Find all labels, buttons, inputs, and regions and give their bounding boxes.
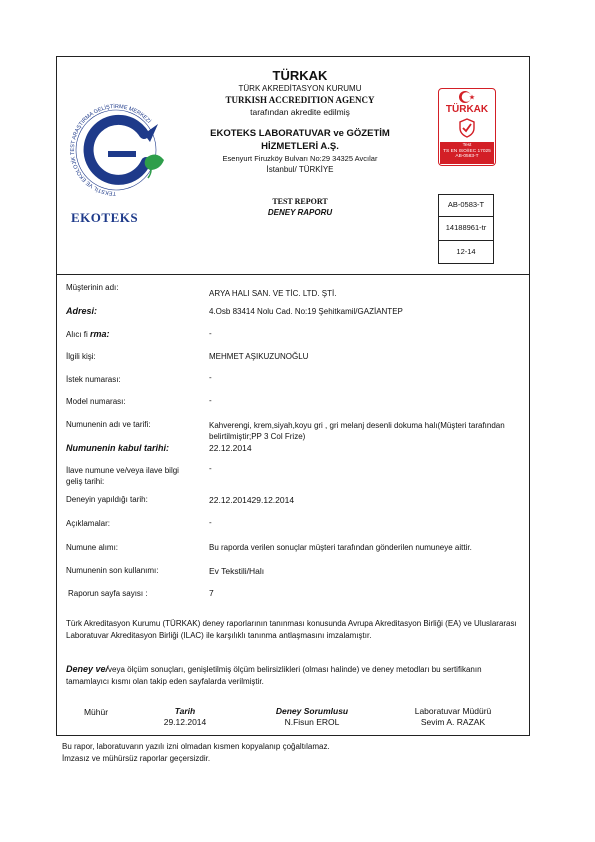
field-value-model-no: - — [209, 396, 212, 405]
field-value-address: 4.Osb 83414 Nolu Cad. No:19 Şehitkamil/GAZİANTEP — [209, 307, 403, 316]
field-label-receipt-date: Numunenin kabul tarihi: — [66, 443, 170, 453]
field-value-sampling: Bu raporda verilen sonuçlar müşteri tarafından gönderilen numuneye aittir. — [209, 543, 472, 552]
ekoteks-logo-icon — [62, 96, 170, 204]
seal-label: Mühür — [83, 707, 109, 717]
manager-name: Sevim A. RAZAK — [420, 717, 486, 727]
company-name: EKOTEKS — [71, 210, 139, 225]
footer-copy-notice: Bu rapor, laboratuvarın yazılı izni olmadan kısmen kopyalanıp çoğaltılamaz. — [62, 742, 330, 751]
field-label-extra-sample-date: İlave numune ve/veya ilave bilgi geliş tarihi: — [66, 466, 179, 486]
badge-brand: TÜRKAK — [445, 104, 489, 115]
responsible-name: N.Fisun EROL — [284, 717, 340, 727]
field-value-extra-sample-date: - — [209, 464, 212, 473]
header-title: TÜRKAK — [272, 68, 328, 83]
header-divider — [56, 274, 530, 275]
reference-report-number: 14188961-tr — [445, 223, 487, 232]
reference-divider — [438, 240, 494, 241]
field-value-receipt-date: 22.12.2014 — [209, 443, 252, 453]
report-title: TEST REPORT — [272, 197, 328, 206]
date-label: Tarih — [174, 706, 196, 716]
institution-name: TÜRK AKREDİTASYON KURUMU — [238, 84, 362, 93]
badge-line2: TS EN ISO/IEC 17025 — [443, 148, 491, 154]
reference-period: 12-14 — [456, 247, 476, 256]
results-paragraph-rest: veya ölçüm sonuçları, genişletilmiş ölçüm belirsizlikleri (olması halinde) ve deney metodları bu sertifikanın tamamlayıcı kısmı olan takip eden sayfalarda verilmiştir. — [66, 665, 482, 686]
results-paragraph-lead: Deney ve/ — [66, 664, 109, 674]
checkmark-shield-icon — [458, 118, 476, 138]
field-label-page-count: Raporun sayfa sayısı : — [68, 589, 148, 598]
field-value-end-use: Ev Tekstili/Halı — [209, 566, 265, 576]
lab-name-line1: EKOTEKS LABORATUVAR ve GÖZETİM — [210, 128, 390, 139]
field-label-recipient — [66, 329, 196, 339]
reference-accreditation: AB-0583-T — [447, 200, 485, 209]
field-label-request-no: İstek numarası: — [66, 375, 121, 384]
field-label-address: Adresi: — [66, 306, 98, 316]
accreditation-paragraph: Türk Akreditasyon Kurumu (TÜRKAK) deney raporlarının tanınması konusunda Avrupa Akreditasyon Birliği (EA) ve Uluslararası Laboratuvar Akreditasyon Birliği (ILAC) ile karşılıklı tanınma antlaşmasını imzalamıştır. — [66, 619, 517, 640]
lab-name-line2: HİZMETLERİ A.Ş. — [261, 141, 339, 152]
field-label-recipient-a: Alıcı fi — [66, 330, 88, 339]
agency-name: TURKISH ACCREDITION AGENCY — [225, 95, 375, 105]
field-value-test-date: 22.12.201429.12.2014 — [209, 495, 295, 505]
logo-ring-text: TEKSTİL VE EKOLOJİK TEST ARAŞTIRMA GELİŞTİRME MERKEZİ — [69, 103, 152, 197]
field-label-model-no: Model numarası: — [66, 397, 126, 406]
crescent-star-icon — [456, 90, 478, 104]
field-label-recipient-b: rma: — [90, 329, 110, 339]
field-value-contact: MEHMET AŞIKUZUNOĞLU — [209, 352, 309, 361]
field-label-end-use: Numunenin son kullanımı: — [66, 566, 159, 575]
badge-line1: Test — [462, 143, 472, 148]
responsible-label: Deney Sorumlusu — [275, 706, 349, 716]
field-value-request-no: - — [209, 373, 212, 382]
report-title-tr: DENEY RAPORU — [267, 208, 333, 217]
footer-validity-notice: İmzasız ve mühürsüz raporlar geçersizdir. — [62, 754, 211, 763]
address-line1: Esenyurt Firuzköy Bulvarı No:29 34325 Avcılar — [222, 154, 378, 163]
field-label-remarks: Açıklamalar: — [66, 519, 111, 528]
field-label-sample-desc: Numunenin adı ve tarifi: — [66, 420, 151, 429]
badge-accreditation-band — [440, 142, 494, 164]
field-value-page-count: 7 — [209, 588, 214, 598]
field-label-customer: Müşterinin adı: — [66, 283, 119, 292]
address-line2: İstanbul/ TÜRKİYE — [266, 165, 334, 174]
field-value-recipient: - — [209, 329, 212, 338]
reference-divider — [438, 216, 494, 217]
field-value-remarks: - — [209, 518, 212, 527]
badge-line3: AB-0583-T — [455, 154, 479, 159]
accredited-by: tarafından akredite edilmiş — [250, 107, 350, 117]
results-paragraph — [66, 663, 524, 688]
date-value: 29.12.2014 — [163, 717, 207, 727]
field-label-sampling: Numune alımı: — [66, 543, 119, 552]
field-value-sample-desc: Kahverengi, krem,siyah,koyu gri , gri melanj desenli dokuma halı(Müşteri tarafından belirtilmiştir;PP 3 Col Frize) — [209, 421, 505, 441]
field-label-contact: İlgili kişi: — [66, 352, 96, 361]
field-value-customer: ARYA HALI SAN. VE TİC. LTD. ŞTİ. — [209, 289, 337, 298]
field-label-test-date: Deneyin yapıldığı tarih: — [66, 495, 148, 504]
manager-label: Laboratuvar Müdürü — [414, 706, 492, 716]
